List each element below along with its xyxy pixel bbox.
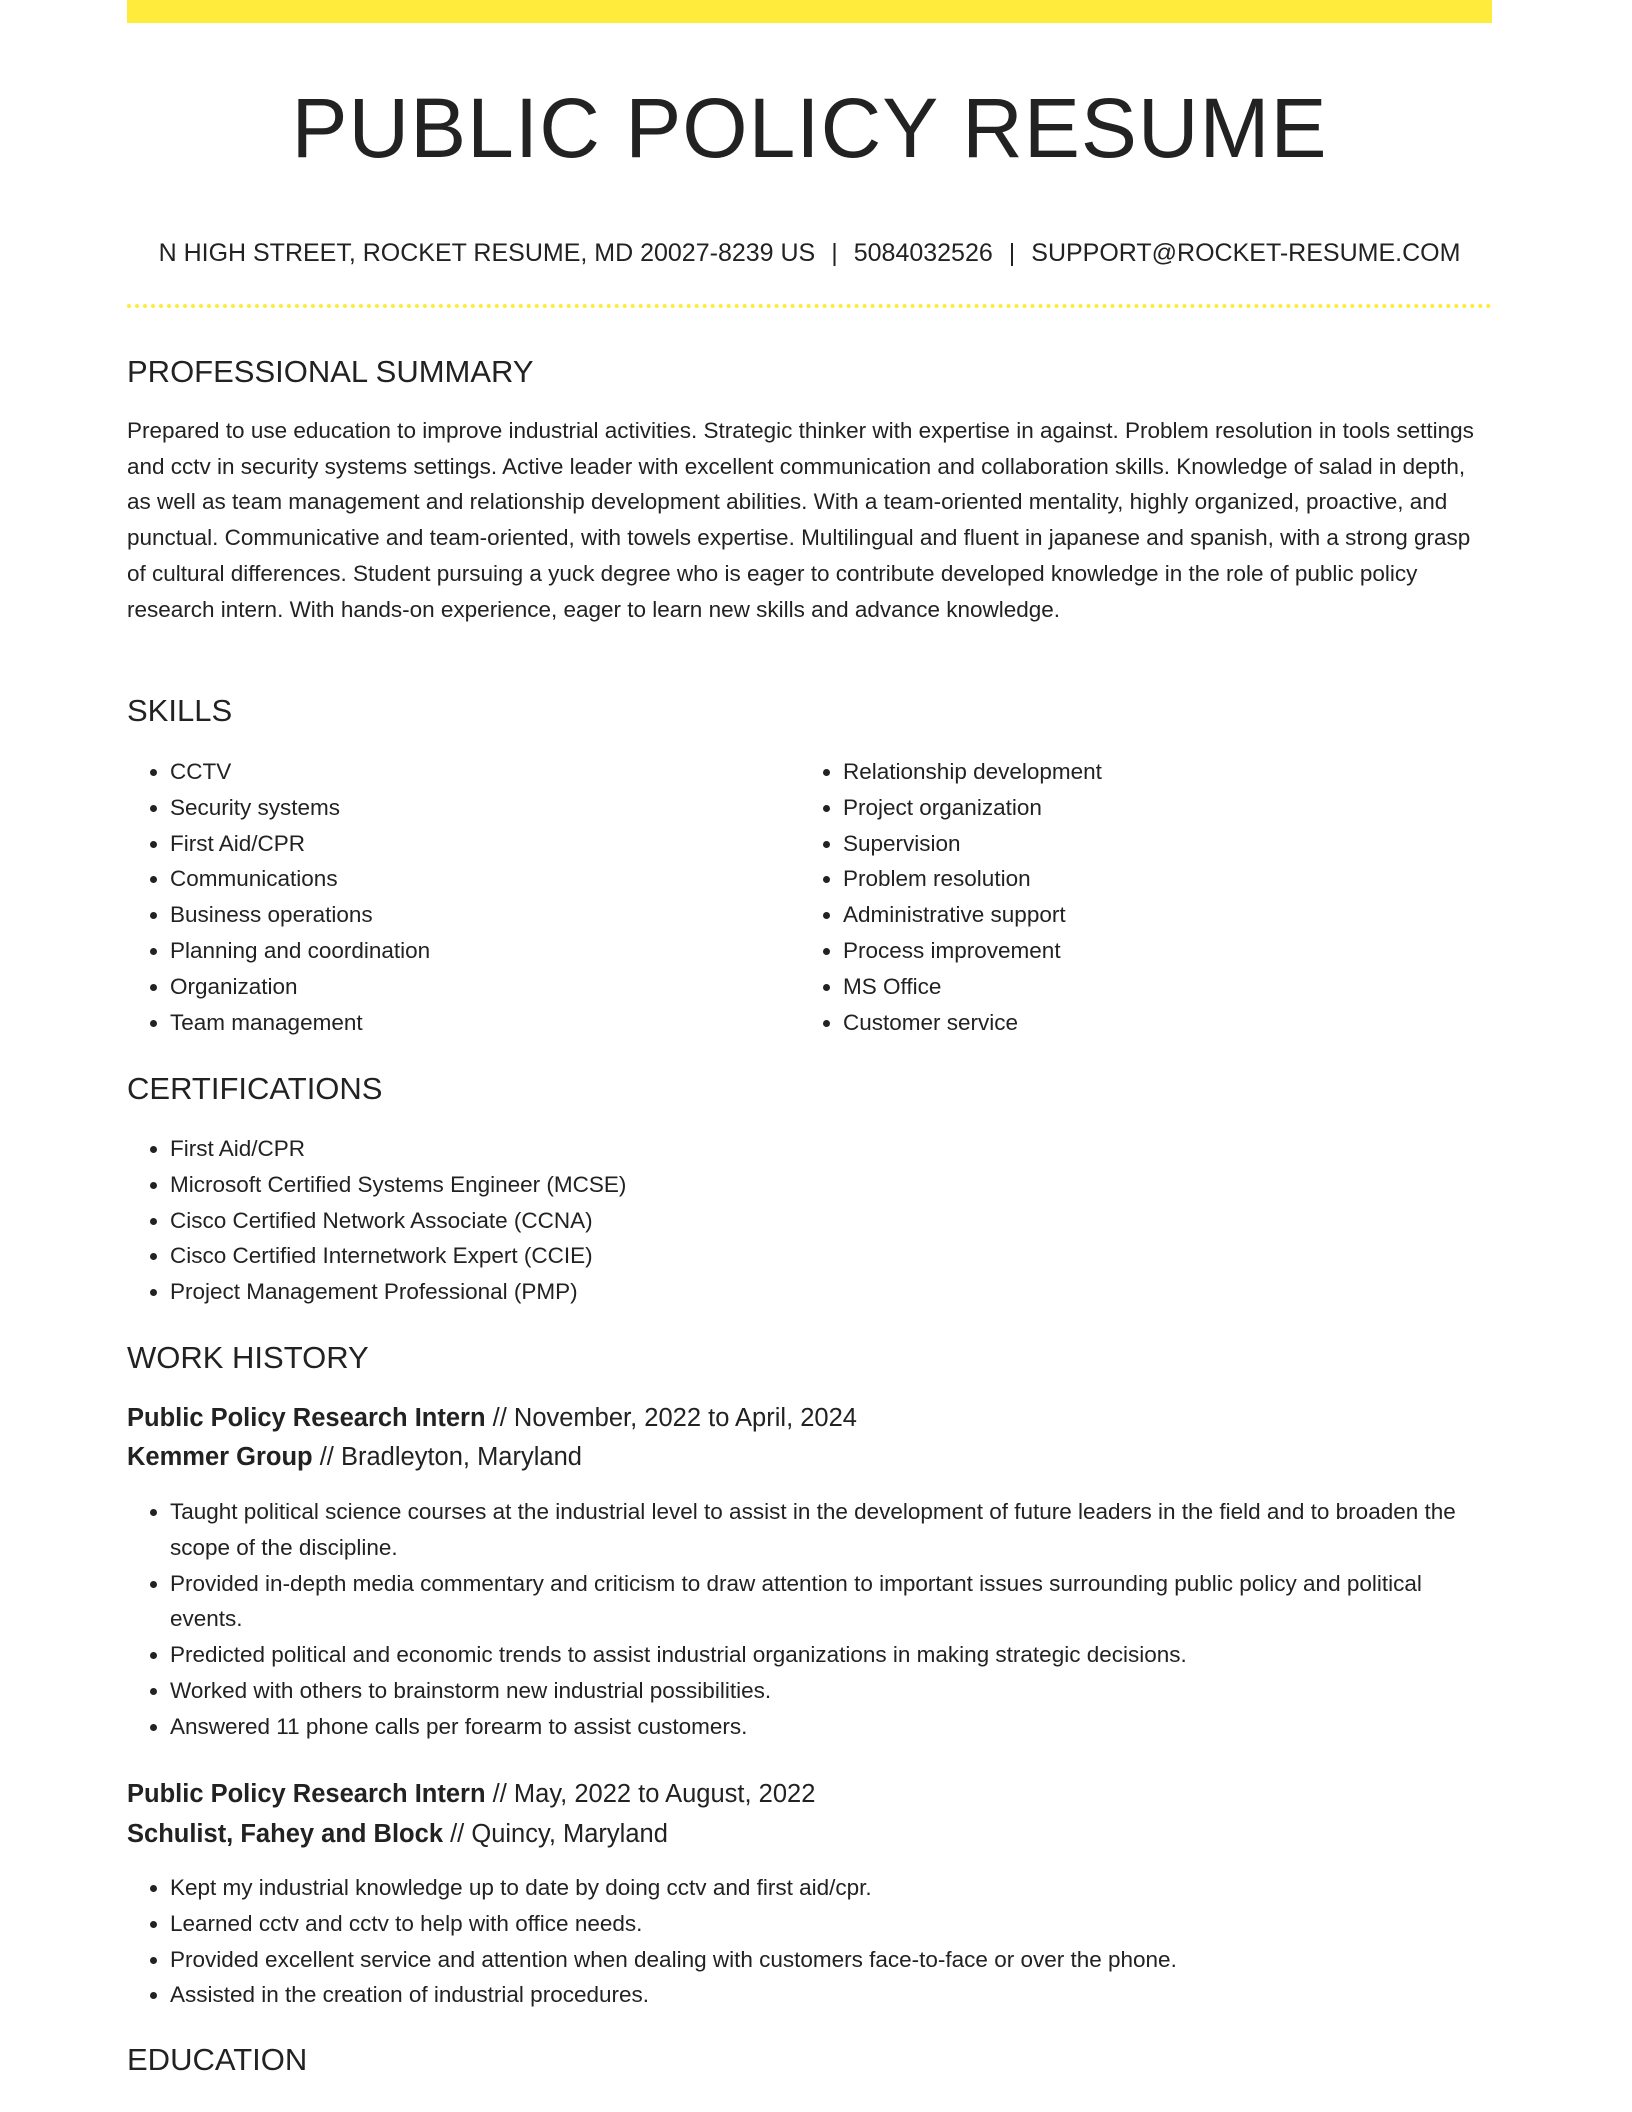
skill-item: • Security systems	[170, 790, 790, 826]
accent-top-bar	[127, 0, 1492, 23]
skill-item: • Communications	[170, 861, 790, 897]
job-bullet: • Assisted in the creation of industrial procedures.	[170, 1977, 1492, 2013]
skill-item: • Customer service	[843, 1005, 1483, 1041]
certifications-heading: CERTIFICATIONS	[127, 1071, 383, 1106]
job-location: Bradleyton, Maryland	[340, 1443, 582, 1471]
work-history-heading: WORK HISTORY	[127, 1340, 369, 1375]
summary-text: Prepared to use education to improve industrial activities. Strategic thinker with expertise in against. Problem resolution in tools settings and cctv in security systems settings. Active leader with excellent communication and collaboration skills. Knowledge of salad in depth, as well as team management and relationship development abilities. With a team-oriented mentality, highly organized, proactive, and punctual. Communicative and team-oriented, with towels expertise. Multilingual and fluent in japanese and spanish, with a strong grasp of cultural differences. Student pursuing a yuck degree who is eager to contribute developed knowledge in the role of public policy research intern. With hands-on experience, eager to learn new skills and advance knowledge.	[127, 418, 1474, 622]
certifications-list	[127, 1131, 1470, 1310]
job-divider: //	[492, 1404, 507, 1432]
certification-item: • Microsoft Certified Systems Engineer (MCSE)	[170, 1167, 1470, 1203]
job-company-line	[127, 1816, 668, 1852]
skill-item: • Process improvement	[843, 933, 1483, 969]
skill-item: • Problem resolution	[843, 861, 1483, 897]
skill-item: • Team management	[170, 1005, 790, 1041]
contact-address: N HIGH STREET, ROCKET RESUME, MD 20027-8239 US	[158, 239, 816, 267]
contact-separator: |	[831, 239, 838, 267]
job-dates: May, 2022 to August, 2022	[513, 1780, 816, 1808]
job-divider: //	[319, 1443, 334, 1471]
skills-heading: SKILLS	[127, 693, 233, 728]
skill-item: • CCTV	[170, 754, 790, 790]
job-bullet: • Provided in-depth media commentary and criticism to draw attention to important issues surrounding public policy and political events.	[170, 1566, 1492, 1638]
certification-item: • Project Management Professional (PMP)	[170, 1274, 1470, 1310]
job-bullets	[127, 1494, 1492, 1745]
education-heading: EDUCATION	[127, 2042, 308, 2077]
job-bullet: • Learned cctv and cctv to help with office needs.	[170, 1906, 1492, 1942]
resume-title: PUBLIC POLICY RESUME	[291, 81, 1328, 175]
job-company: Schulist, Fahey and Block	[127, 1820, 443, 1848]
skill-item: • Organization	[170, 969, 790, 1005]
job-title-line	[127, 1776, 815, 1812]
skill-item: • Project organization	[843, 790, 1483, 826]
skill-item: • Supervision	[843, 826, 1483, 862]
skill-item: • First Aid/CPR	[170, 826, 790, 862]
skill-item: • Business operations	[170, 897, 790, 933]
skills-list-left	[127, 754, 790, 1040]
job-bullets	[127, 1870, 1492, 2013]
job-divider: //	[492, 1780, 507, 1808]
contact-phone: 5084032526	[853, 239, 993, 267]
job-title: Public Policy Research Intern	[127, 1404, 486, 1432]
skills-list-right	[800, 754, 1483, 1040]
skill-item: • Relationship development	[843, 754, 1483, 790]
job-title-line	[127, 1400, 857, 1436]
contact-line	[127, 236, 1492, 270]
certification-item: • Cisco Certified Internetwork Expert (CCIE)	[170, 1238, 1470, 1274]
job-bullet: • Worked with others to brainstorm new industrial possibilities.	[170, 1673, 1492, 1709]
skill-item: • MS Office	[843, 969, 1483, 1005]
skill-item: • Administrative support	[843, 897, 1483, 933]
job-company-line	[127, 1439, 582, 1475]
dotted-divider	[127, 304, 1492, 308]
job-bullet: • Taught political science courses at the industrial level to assist in the development of future leaders in the field and to broaden the scope of the discipline.	[170, 1494, 1492, 1566]
job-company: Kemmer Group	[127, 1443, 313, 1471]
skill-item: • Planning and coordination	[170, 933, 790, 969]
job-bullet: • Provided excellent service and attention when dealing with customers face-to-face or over the phone.	[170, 1942, 1492, 1978]
summary-heading: PROFESSIONAL SUMMARY	[127, 354, 534, 389]
contact-email: SUPPORT@ROCKET-RESUME.COM	[1031, 239, 1461, 267]
job-bullet: • Kept my industrial knowledge up to date by doing cctv and first aid/cpr.	[170, 1870, 1492, 1906]
job-title: Public Policy Research Intern	[127, 1780, 486, 1808]
job-bullet: • Answered 11 phone calls per forearm to assist customers.	[170, 1709, 1492, 1745]
contact-separator: |	[1008, 239, 1016, 267]
job-bullet: • Predicted political and economic trends to assist industrial organizations in making strategic decisions.	[170, 1637, 1492, 1673]
certification-item: • First Aid/CPR	[170, 1131, 1470, 1167]
job-divider: //	[450, 1820, 465, 1848]
job-dates: November, 2022 to April, 2024	[513, 1404, 857, 1432]
certification-item: • Cisco Certified Network Associate (CCNA)	[170, 1203, 1470, 1239]
job-location: Quincy, Maryland	[471, 1820, 668, 1848]
